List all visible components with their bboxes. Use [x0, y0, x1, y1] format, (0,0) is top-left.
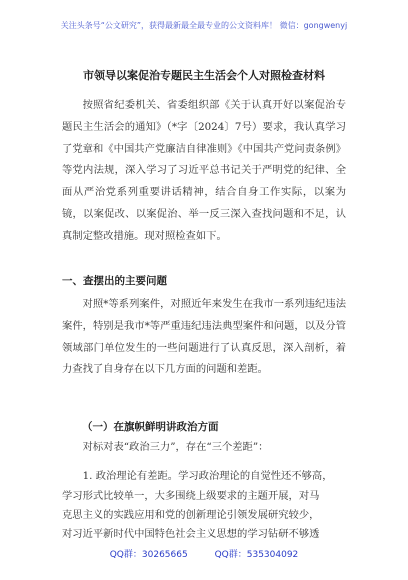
intro-paragraph: 按照省纪委机关、省委组织部《关于认真开好以案促治专题民主生活会的通知》（*字〔2024〕7号）要求，我认真学习了党章和《中国共产党廉洁自律准则》《中国共产党问责条例》等党内法规，深入学习了习近平总书记关于严明党的纪律、全面从严治党系列重要讲话精神，结合自身工作实际，以案为镜，以案促改、以案促治、举一反三深入查找问题和不足，认真制定整改措施。现对照检查如下。 — [62, 99, 346, 242]
footer-qq-group-1: QQ群：30265665 — [109, 550, 188, 560]
item1-line-2: 学习形式比较单一，大多围绕上级要求的主题开展，对马 — [62, 490, 320, 502]
subsection-lead: 对标对表“政治三力”，存在“三个差距”： — [82, 441, 269, 453]
item1-line-1: 1. 政治理论有差距。学习政治理论的自觉性还不够高， — [82, 470, 333, 482]
item1-line-3: 克思主义的实践应用和党的创新理论引领发展研究较少， — [62, 509, 320, 521]
footer-qq-group-2: QQ群：535304092 — [214, 550, 299, 560]
section1-paragraph: 对照*等系列案件，对照近年来发生在我市一系列违纪违法案件，特别是我市*等严重违纪违法典型案件和问题，以及分管领域部门单位发生的一些问题进行了认真反思，深入剖析，着力查找了自身存在以下几方面的问题和差距。 — [62, 298, 346, 376]
section-heading-1: 一、查摆出的主要问题 — [62, 275, 167, 287]
item1-line-4: 对习近平新时代中国特色社会主义思想的学习钻研不够透 — [62, 528, 320, 540]
header-banner: 关注头条号“公文研究”，获得最新最全最专业的公文资料库！ 微信：gongwenyj — [60, 21, 348, 30]
footer — [0, 547, 408, 560]
subsection-heading-1: （一）在旗帜鲜明讲政治方面 — [82, 421, 219, 433]
document-title: 市领导以案促治专题民主生活会个人对照检查材料 — [83, 69, 325, 82]
